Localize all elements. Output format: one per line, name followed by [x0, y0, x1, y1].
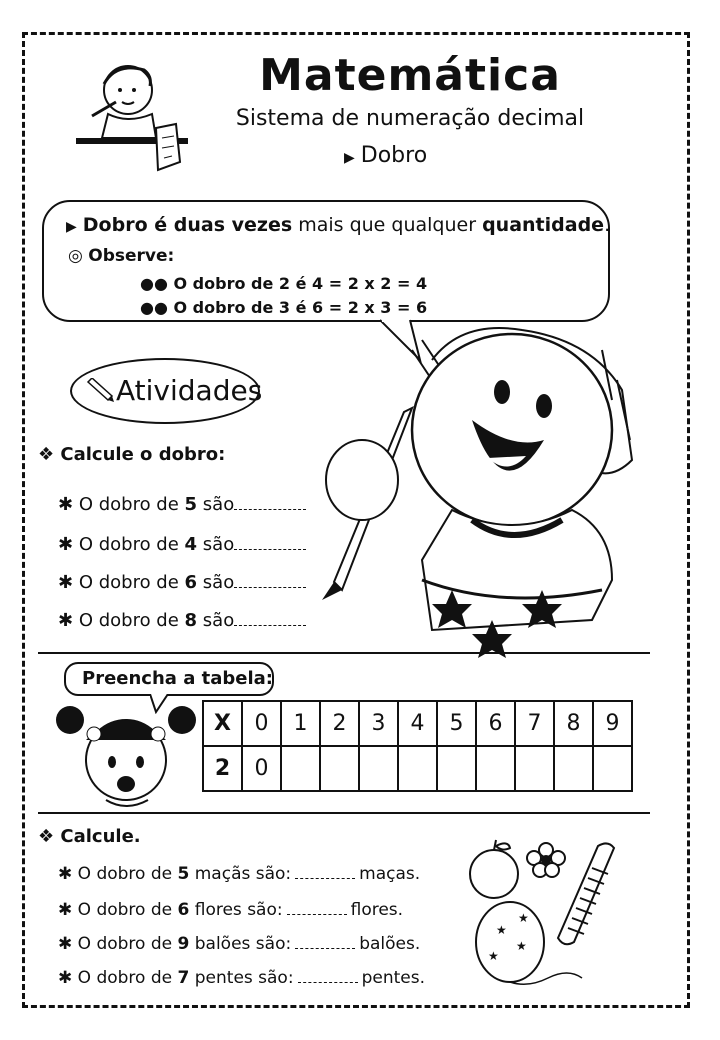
exercise-prefix: O dobro de — [78, 494, 185, 515]
calc-prefix: O dobro de — [77, 968, 178, 988]
exercise-item — [58, 534, 306, 555]
star-bullet-icon: ✱ — [58, 534, 79, 555]
child-with-pencil-illustration — [312, 320, 642, 660]
page-title: Matemática — [259, 50, 561, 101]
calc-mid: maçãs são: — [189, 864, 292, 884]
exercise-item — [58, 494, 306, 515]
calc-prefix: O dobro de — [77, 934, 178, 954]
exercise-number: 4 — [184, 534, 198, 555]
observe-line — [68, 246, 174, 266]
exercise-prefix: O dobro de — [78, 610, 185, 631]
section-divider — [38, 812, 650, 814]
calc-mid: balões são: — [189, 934, 292, 954]
section-title-text: Calcule. — [60, 826, 141, 847]
svg-text:★: ★ — [488, 949, 499, 963]
exercise-number: 8 — [184, 610, 198, 631]
star-bullet-icon: ✱ — [58, 934, 78, 954]
table-answer-cell[interactable] — [476, 746, 515, 791]
diamond-bullet-icon: ❖ — [38, 826, 61, 847]
calc-end: balões. — [359, 934, 421, 954]
svg-text:★: ★ — [518, 911, 529, 925]
definition-end: . — [604, 214, 611, 236]
example-text: O dobro de 2 é 4 = 2 x 2 = 4 — [173, 274, 428, 293]
calc-prefix: O dobro de — [77, 864, 178, 884]
answer-blank[interactable] — [234, 495, 306, 510]
exercise-item — [58, 572, 306, 593]
star-bullet-icon: ✱ — [58, 900, 78, 920]
table-row — [203, 701, 632, 746]
table-cell: 2 — [203, 746, 242, 791]
answer-blank[interactable] — [295, 866, 355, 879]
exercise-suffix: são — [197, 494, 235, 515]
exercise-number: 6 — [184, 572, 198, 593]
table-answer-cell[interactable] — [593, 746, 632, 791]
star-bullet-icon: ✱ — [58, 968, 78, 988]
activities-label: Atividades — [116, 374, 263, 407]
exercise-suffix: são — [197, 534, 235, 555]
calc-mid: pentes são: — [189, 968, 294, 988]
svg-text:★: ★ — [496, 923, 507, 937]
definition-line — [66, 214, 610, 236]
table-answer-cell[interactable] — [554, 746, 593, 791]
star-bullet-icon: ✱ — [58, 864, 78, 884]
topic-text: Dobro — [360, 143, 428, 168]
pencil-icon — [86, 378, 116, 404]
table-cell: 1 — [281, 701, 320, 746]
topic-label — [344, 143, 427, 168]
calc-item — [58, 900, 403, 920]
observe-label: Observe: — [88, 246, 175, 266]
table-cell: 9 — [593, 701, 632, 746]
example-text: O dobro de 3 é 6 = 2 x 3 = 6 — [173, 298, 428, 317]
answer-blank[interactable] — [298, 970, 358, 983]
triangle-bullet-icon: ▶ — [66, 219, 77, 235]
table-instruction-text: Preencha a tabela: — [82, 668, 273, 689]
exercise-prefix: O dobro de — [78, 534, 185, 555]
table-cell: 2 — [320, 701, 359, 746]
doubling-table — [202, 700, 633, 792]
reading-child-illustration — [72, 58, 192, 182]
girl-illustration — [50, 690, 200, 814]
double-circle-icon: ◎ — [68, 246, 89, 266]
table-cell: 0 — [242, 746, 281, 791]
bullet-icon: ●● — [140, 274, 174, 293]
apple-flower-comb-balloon-illustration — [458, 838, 638, 994]
star-bullet-icon: ✱ — [58, 610, 79, 631]
calc-number: 6 — [177, 900, 190, 920]
exercise-item — [58, 610, 306, 631]
table-answer-cell[interactable] — [320, 746, 359, 791]
calc-end: maças. — [359, 864, 421, 884]
calc-item — [58, 968, 425, 988]
calc-number: 5 — [177, 864, 190, 884]
table-cell: 0 — [242, 701, 281, 746]
comb-icon — [558, 843, 614, 944]
star-bullet-icon: ✱ — [58, 572, 79, 593]
diamond-bullet-icon: ❖ — [38, 444, 61, 465]
calc-number: 7 — [177, 968, 190, 988]
svg-text:★: ★ — [516, 939, 527, 953]
answer-blank[interactable] — [295, 936, 355, 949]
section-divider — [38, 652, 650, 654]
exercise-prefix: O dobro de — [78, 572, 185, 593]
calc-mid: flores são: — [189, 900, 283, 920]
calc-item — [58, 864, 420, 884]
table-cell: 5 — [437, 701, 476, 746]
table-answer-cell[interactable] — [515, 746, 554, 791]
definition-bold-1: Dobro é duas vezes — [82, 214, 293, 236]
triangle-bullet-icon: ▶ — [344, 150, 355, 166]
section-calcule-o-dobro-title — [38, 444, 225, 465]
calc-end: flores. — [350, 900, 404, 920]
answer-blank[interactable] — [234, 573, 306, 588]
table-row — [203, 746, 632, 791]
table-cell: 6 — [476, 701, 515, 746]
answer-blank[interactable] — [287, 902, 347, 915]
table-cell: X — [203, 701, 242, 746]
definition-mid: mais que qualquer — [292, 214, 483, 236]
exercise-number: 5 — [184, 494, 198, 515]
calc-end: pentes. — [361, 968, 425, 988]
example-line-2 — [140, 298, 427, 317]
answer-blank[interactable] — [234, 535, 306, 550]
table-answer-cell[interactable] — [359, 746, 398, 791]
table-cell: 8 — [554, 701, 593, 746]
calc-item — [58, 934, 420, 954]
answer-blank[interactable] — [234, 611, 306, 626]
star-bullet-icon: ✱ — [58, 494, 79, 515]
exercise-suffix: são — [197, 572, 235, 593]
exercise-suffix: são — [197, 610, 235, 631]
section-calcule-title — [38, 826, 141, 847]
table-cell: 3 — [359, 701, 398, 746]
section-title-text: Calcule o dobro: — [60, 444, 226, 465]
definition-bold-2: quantidade — [482, 214, 605, 236]
flower-icon — [527, 843, 565, 877]
table-answer-cell[interactable] — [398, 746, 437, 791]
activities-badge — [70, 358, 263, 424]
example-line-1 — [140, 274, 427, 293]
table-answer-cell[interactable] — [281, 746, 320, 791]
calc-number: 9 — [177, 934, 190, 954]
bullet-icon: ●● — [140, 298, 174, 317]
table-cell: 7 — [515, 701, 554, 746]
table-cell: 4 — [398, 701, 437, 746]
page-subtitle: Sistema de numeração decimal — [235, 106, 585, 131]
definition-speech-bubble — [42, 200, 610, 322]
table-answer-cell[interactable] — [437, 746, 476, 791]
calc-prefix: O dobro de — [77, 900, 178, 920]
